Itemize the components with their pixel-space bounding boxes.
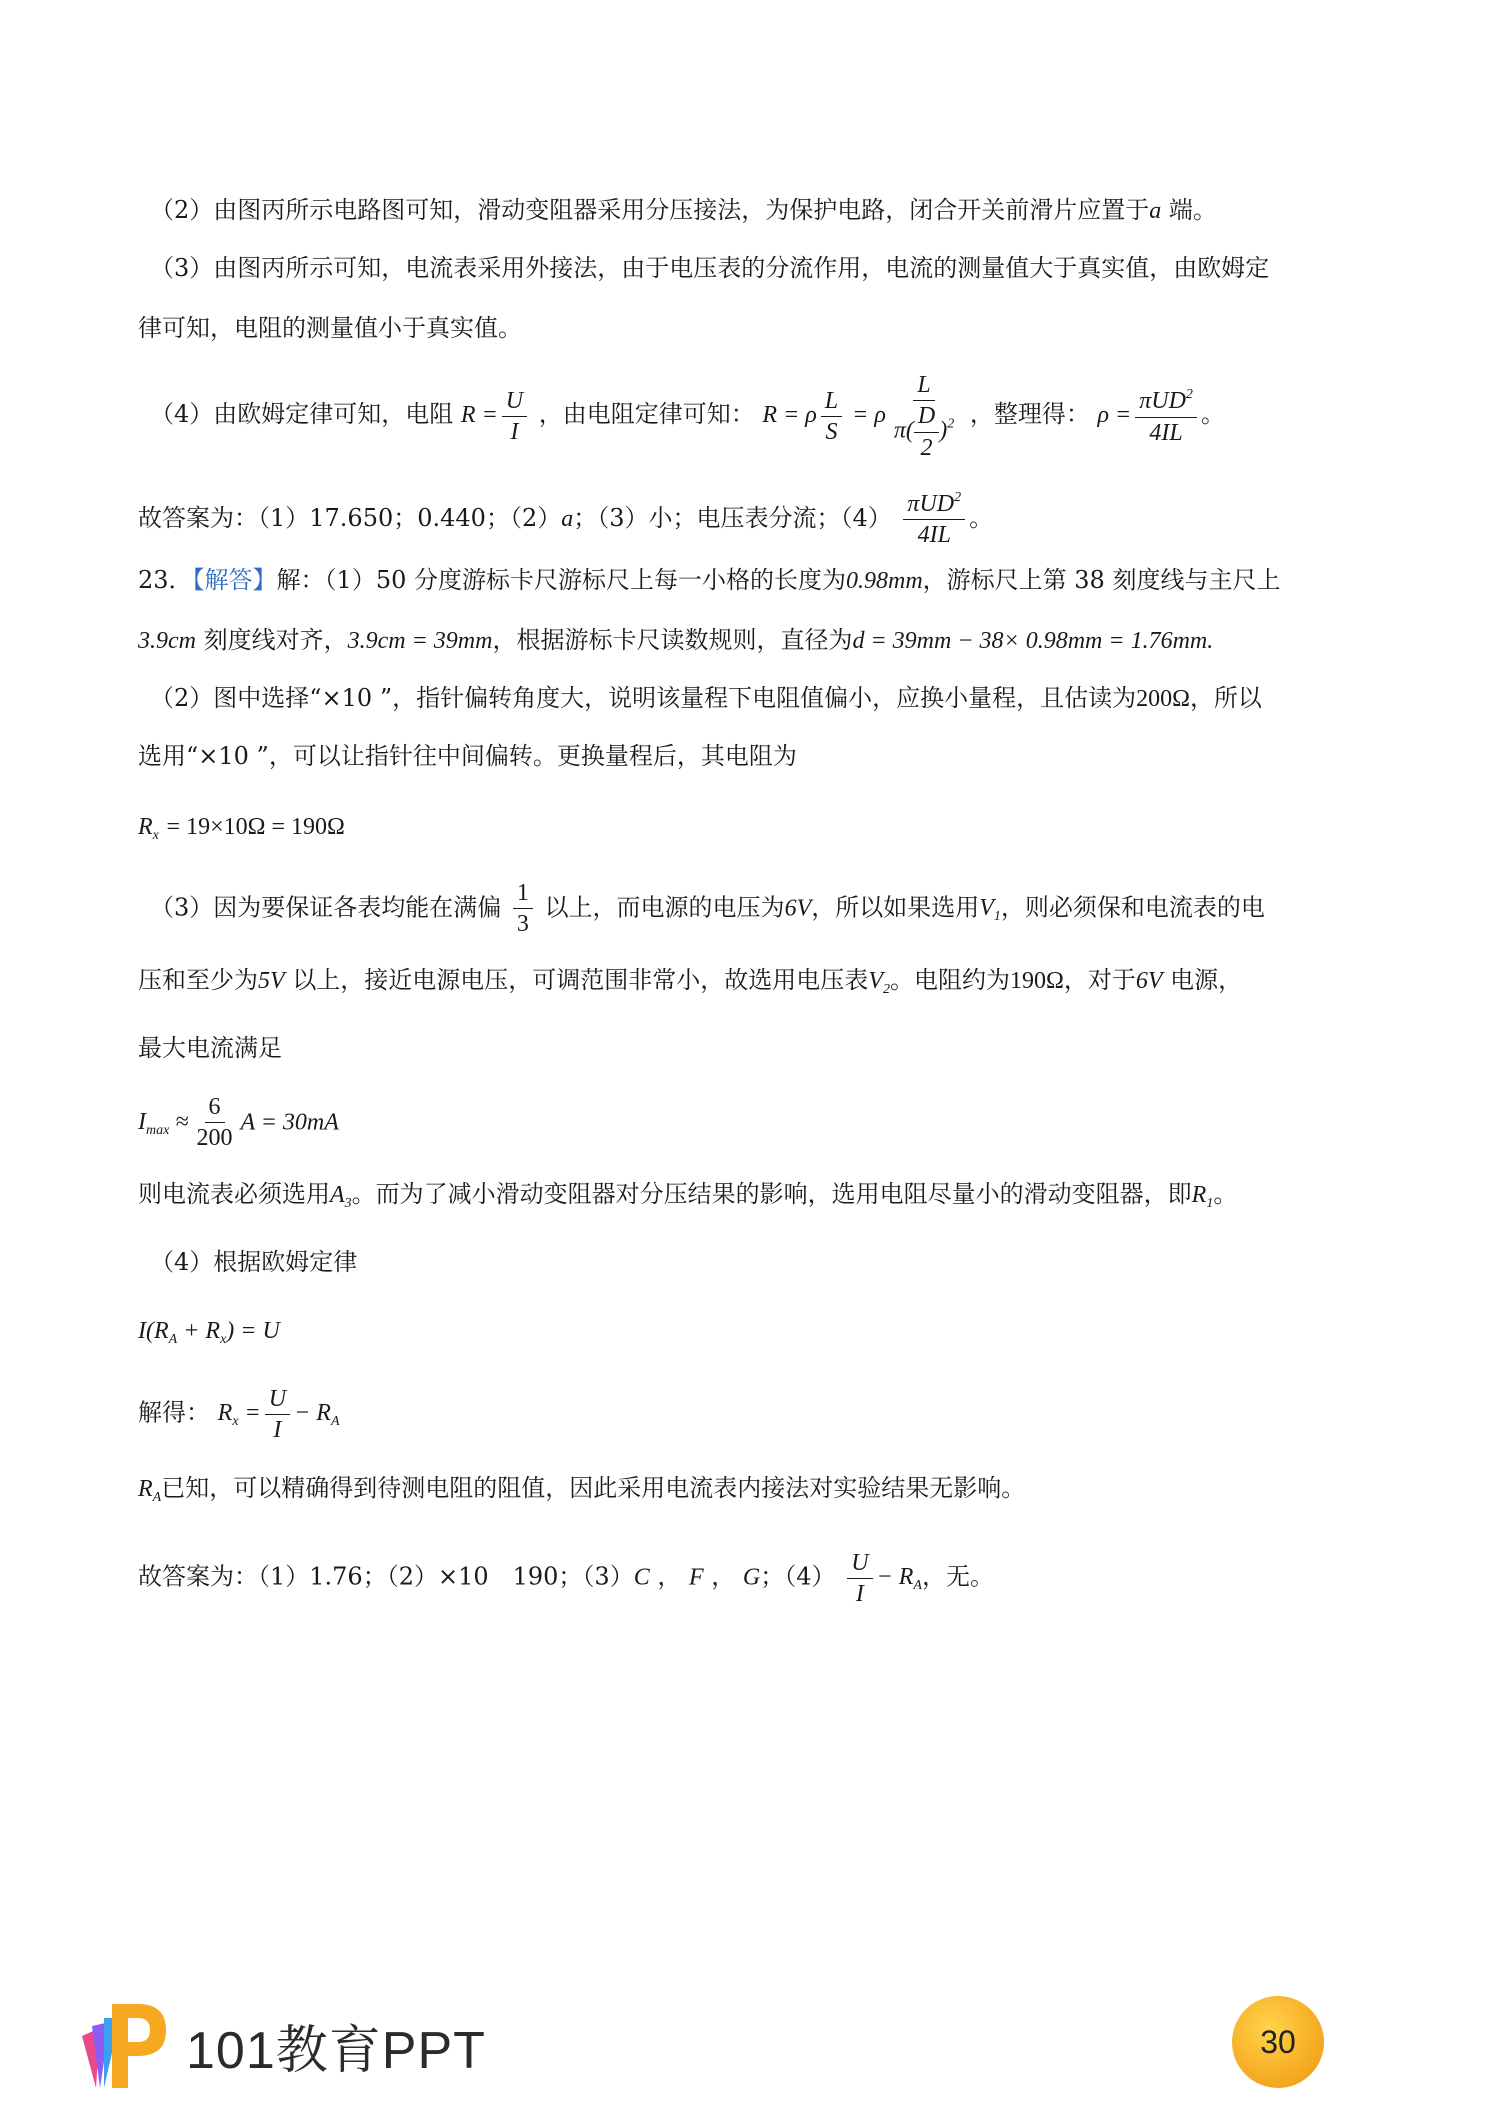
formula-ohm: R = $\frac{U}{I}$ xyxy=(461,402,531,428)
question-number: 23． xyxy=(138,566,193,594)
formula-ohm-internal: $I(R_A + R_x) = U$ xyxy=(138,1318,280,1347)
brand-logo-icon xyxy=(78,1996,178,2092)
solution-tag: 【解答】 xyxy=(192,566,277,594)
formula-rho-answer: $\frac{\pi UD^2}{4IL}$ xyxy=(903,490,965,549)
q23-answer: 故答案为：（1）1.76；（2）×10 190；（3）C ， F ， G；（4） $\frac{U}{I}$ − $R_A$，无。 xyxy=(138,1550,994,1608)
var-a: a xyxy=(1149,198,1162,224)
q23-part2-line2: 选用“×10 ”，可以让指针往中间偏转。更换量程后，其电阻为 xyxy=(138,742,797,770)
formula-imax: $I_{max}$ ≈ $\frac{6}{200}$ A = 30mA xyxy=(138,1094,339,1152)
q23-part4-line1: （4）根据欧姆定律 xyxy=(150,1248,358,1276)
q22-answer: 故答案为：（1）17.650；0.440；（2）a；（3）小；电压表分流；（4） $\frac{\pi UD^2}{4IL}$ 。 xyxy=(138,490,994,549)
q23-part3-line2: 压和至少为5V 以上，接近电源电压，可调范围非常小，故选用电压表$V_2$。电阻约为190Ω，对于6V 电源， xyxy=(138,966,1243,997)
q22-part3-line1: （3）由图丙所示可知，电流表采用外接法，由于电压表的分流作用，电流的测量值大于真实值，由欧姆定 xyxy=(150,254,1270,282)
formula-resistivity: R = ρ $\frac{L}{S}$ = ρ L π( $\frac{D}{2}$ )$^2$ xyxy=(762,372,955,461)
q23-part3-line1: （3）因为要保证各表均能在满偏 $\frac{1}{3}$ 以上，而电源的电压为6V，所以如果选用$V_1$，则必须保和电流表的电 xyxy=(150,880,1265,938)
formula-rx: $R_x = 19\times 10\Omega = 190\Omega$ xyxy=(138,814,345,843)
q23-part2-line1: （2）图中选择“×10 ”，指针偏转角度大，说明该量程下电阻值偏小，应换小量程，且估读为200Ω，所以 xyxy=(150,684,1262,712)
page-number-badge: 30 xyxy=(1232,1996,1324,2088)
formula-rho: ρ = $\frac{\pi UD^2}{4IL}$ xyxy=(1098,402,1201,428)
q23-part3-line3: 最大电流满足 xyxy=(138,1034,282,1062)
q23-part1-line2: 3.9cm 刻度线对齐，3.9cm = 39mm，根据游标卡尺读数规则，直径为d = 39mm − 38× 0.98mm = 1.76mm. xyxy=(138,626,1214,654)
q22-part3-line2: 律可知，电阻的测量值小于真实值。 xyxy=(138,314,522,342)
q22-part4: （4）由欧姆定律可知，电阻 R = $\frac{U}{I}$ ，由电阻定律可知： R = ρ $\frac{L}{S}$ = ρ L π( $\frac{D}{2}$ )$^2$ ，整理得： ρ = $\frac{\pi UD^2}{4IL}$ 。 xyxy=(150,372,1225,461)
fraction-one-third: $\frac{1}{3}$ xyxy=(513,880,533,938)
q23-part4-last: $R_A$已知，可以精确得到待测电阻的阻值，因此采用电流表内接法对实验结果无影响。 xyxy=(138,1474,1026,1505)
q23-part3-line5: 则电流表必须选用$A_3$。而为了减小滑动变阻器对分压结果的影响，选用电阻尽量小的滑动变阻器，即$R_1$。 xyxy=(138,1180,1238,1211)
brand-name: 101教育PPT xyxy=(186,2022,486,2080)
q22-part2: （2）由图丙所示电路图可知，滑动变阻器采用分压接法，为保护电路，闭合开关前滑片应置于a 端。 xyxy=(150,196,1217,224)
q23-part1-line1: 23．【解答】解：（1）50 分度游标卡尺游标尺上每一小格的长度为0.98mm，游标尺上第 38 刻度线与主尺上 xyxy=(138,566,1281,594)
q23-solve: 解得： $R_x$ = $\frac{U}{I}$ − $R_A$ xyxy=(138,1386,340,1444)
